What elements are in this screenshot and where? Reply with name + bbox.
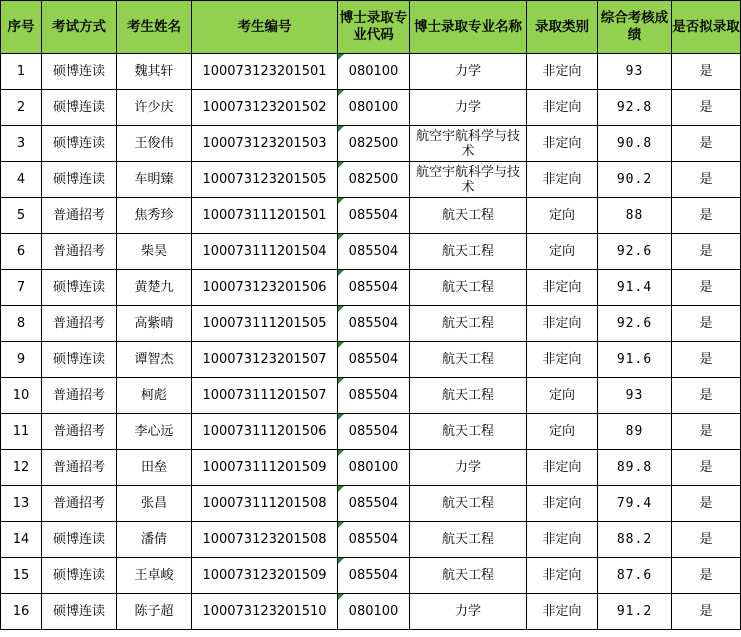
cell-major-code: 085504	[338, 342, 410, 378]
table-row	[1, 270, 741, 306]
cell-admitted: 是	[672, 90, 741, 126]
cell-candidate-id: 100073123201509	[192, 558, 338, 594]
table-row	[1, 162, 741, 198]
cell-index: 9	[1, 342, 42, 378]
cell-major-code: 080100	[338, 54, 410, 90]
header-row	[1, 1, 741, 54]
cell-exam-type: 普通招考	[42, 198, 117, 234]
cell-major-name: 力学	[410, 90, 527, 126]
cell-candidate-id: 100073111201501	[192, 198, 338, 234]
cell-index: 16	[1, 594, 42, 630]
cell-exam-type: 硕博连读	[42, 594, 117, 630]
cell-major-code: 085504	[338, 414, 410, 450]
cell-candidate-id: 100073123201501	[192, 54, 338, 90]
cell-major-name: 航天工程	[410, 558, 527, 594]
cell-major-name: 航天工程	[410, 234, 527, 270]
table-row	[1, 486, 741, 522]
cell-admitted: 是	[672, 126, 741, 162]
cell-admitted: 是	[672, 198, 741, 234]
cell-admission-type: 非定向	[527, 306, 598, 342]
table-row	[1, 90, 741, 126]
cell-name: 李心远	[117, 414, 192, 450]
cell-index: 2	[1, 90, 42, 126]
cell-exam-type: 普通招考	[42, 486, 117, 522]
cell-admission-type: 非定向	[527, 54, 598, 90]
cell-admitted: 是	[672, 378, 741, 414]
cell-admitted: 是	[672, 306, 741, 342]
cell-candidate-id: 100073123201506	[192, 270, 338, 306]
cell-candidate-id: 100073123201510	[192, 594, 338, 630]
cell-admission-type: 定向	[527, 378, 598, 414]
cell-admission-type: 非定向	[527, 162, 598, 198]
cell-major-code: 080100	[338, 450, 410, 486]
cell-exam-type: 硕博连读	[42, 342, 117, 378]
cell-candidate-id: 100073111201504	[192, 234, 338, 270]
cell-score: 93	[598, 54, 672, 90]
cell-admitted: 是	[672, 486, 741, 522]
cell-admitted: 是	[672, 54, 741, 90]
cell-major-code: 085504	[338, 270, 410, 306]
cell-name: 焦秀珍	[117, 198, 192, 234]
cell-name: 张昌	[117, 486, 192, 522]
cell-name: 王卓峻	[117, 558, 192, 594]
cell-candidate-id: 100073123201503	[192, 126, 338, 162]
cell-name: 许少庆	[117, 90, 192, 126]
cell-major-name: 航天工程	[410, 378, 527, 414]
cell-name: 柯彪	[117, 378, 192, 414]
cell-admitted: 是	[672, 342, 741, 378]
cell-index: 14	[1, 522, 42, 558]
table-row	[1, 234, 741, 270]
cell-admission-type: 非定向	[527, 270, 598, 306]
cell-score: 92.6	[598, 234, 672, 270]
cell-exam-type: 硕博连读	[42, 162, 117, 198]
cell-score: 91.6	[598, 342, 672, 378]
table-row	[1, 198, 741, 234]
cell-score: 89.8	[598, 450, 672, 486]
cell-name: 陈子超	[117, 594, 192, 630]
table-row	[1, 558, 741, 594]
cell-admitted: 是	[672, 450, 741, 486]
cell-major-name: 航天工程	[410, 198, 527, 234]
cell-major-code: 085504	[338, 306, 410, 342]
col-header-major-name: 博士录取专业名称	[410, 1, 527, 54]
cell-candidate-id: 100073123201505	[192, 162, 338, 198]
cell-name: 潘倩	[117, 522, 192, 558]
cell-exam-type: 硕博连读	[42, 126, 117, 162]
cell-major-code: 085504	[338, 378, 410, 414]
col-header-candidate-id: 考生编号	[192, 1, 338, 54]
cell-major-code: 080100	[338, 90, 410, 126]
cell-major-name: 航空宇航科学与技术	[410, 126, 527, 162]
col-header-score: 综合考核成绩	[598, 1, 672, 54]
cell-major-code: 085504	[338, 486, 410, 522]
col-header-major-code: 博士录取专业代码	[338, 1, 410, 54]
cell-major-code: 080100	[338, 594, 410, 630]
cell-score: 79.4	[598, 486, 672, 522]
table-row	[1, 54, 741, 90]
table-row	[1, 306, 741, 342]
cell-major-name: 航天工程	[410, 522, 527, 558]
cell-exam-type: 普通招考	[42, 414, 117, 450]
col-header-admission-type: 录取类别	[527, 1, 598, 54]
cell-admission-type: 非定向	[527, 342, 598, 378]
cell-major-code: 085504	[338, 558, 410, 594]
cell-major-code: 085504	[338, 522, 410, 558]
table-row	[1, 414, 741, 450]
cell-name: 谭智杰	[117, 342, 192, 378]
cell-major-name: 航空宇航科学与技术	[410, 162, 527, 198]
cell-major-name: 力学	[410, 450, 527, 486]
cell-score: 92.6	[598, 306, 672, 342]
table-row	[1, 126, 741, 162]
table-header	[1, 1, 741, 54]
cell-admission-type: 非定向	[527, 90, 598, 126]
cell-admission-type: 非定向	[527, 126, 598, 162]
cell-score: 91.2	[598, 594, 672, 630]
cell-index: 5	[1, 198, 42, 234]
cell-score: 87.6	[598, 558, 672, 594]
cell-admitted: 是	[672, 270, 741, 306]
cell-index: 12	[1, 450, 42, 486]
cell-major-name: 航天工程	[410, 486, 527, 522]
cell-score: 90.2	[598, 162, 672, 198]
cell-candidate-id: 100073111201508	[192, 486, 338, 522]
cell-index: 11	[1, 414, 42, 450]
cell-admission-type: 定向	[527, 198, 598, 234]
cell-score: 89	[598, 414, 672, 450]
cell-major-name: 航天工程	[410, 270, 527, 306]
cell-exam-type: 硕博连读	[42, 90, 117, 126]
cell-admission-type: 非定向	[527, 594, 598, 630]
cell-candidate-id: 100073123201508	[192, 522, 338, 558]
cell-index: 13	[1, 486, 42, 522]
table-body	[1, 54, 741, 630]
cell-score: 88.2	[598, 522, 672, 558]
cell-index: 6	[1, 234, 42, 270]
cell-major-name: 航天工程	[410, 342, 527, 378]
cell-index: 15	[1, 558, 42, 594]
cell-admission-type: 定向	[527, 234, 598, 270]
table-row	[1, 378, 741, 414]
cell-name: 车明臻	[117, 162, 192, 198]
cell-admitted: 是	[672, 414, 741, 450]
cell-name: 高紫晴	[117, 306, 192, 342]
cell-admitted: 是	[672, 594, 741, 630]
cell-name: 黄楚九	[117, 270, 192, 306]
cell-score: 92.8	[598, 90, 672, 126]
cell-admitted: 是	[672, 162, 741, 198]
cell-index: 1	[1, 54, 42, 90]
cell-major-code: 082500	[338, 126, 410, 162]
col-header-admitted: 是否拟录取	[672, 1, 741, 54]
cell-index: 10	[1, 378, 42, 414]
cell-exam-type: 普通招考	[42, 378, 117, 414]
cell-score: 91.4	[598, 270, 672, 306]
col-header-exam-type: 考试方式	[42, 1, 117, 54]
cell-name: 柴昊	[117, 234, 192, 270]
cell-candidate-id: 100073111201506	[192, 414, 338, 450]
cell-candidate-id: 100073123201502	[192, 90, 338, 126]
cell-admission-type: 定向	[527, 414, 598, 450]
cell-candidate-id: 100073123201507	[192, 342, 338, 378]
cell-exam-type: 普通招考	[42, 450, 117, 486]
cell-admission-type: 非定向	[527, 486, 598, 522]
cell-major-name: 力学	[410, 594, 527, 630]
table-row	[1, 594, 741, 630]
cell-score: 90.8	[598, 126, 672, 162]
cell-admission-type: 非定向	[527, 450, 598, 486]
cell-name: 魏其轩	[117, 54, 192, 90]
cell-index: 4	[1, 162, 42, 198]
cell-index: 8	[1, 306, 42, 342]
cell-major-name: 航天工程	[410, 414, 527, 450]
table-row	[1, 342, 741, 378]
cell-candidate-id: 100073111201509	[192, 450, 338, 486]
cell-admitted: 是	[672, 522, 741, 558]
cell-score: 93	[598, 378, 672, 414]
cell-admitted: 是	[672, 558, 741, 594]
col-header-index: 序号	[1, 1, 42, 54]
cell-exam-type: 硕博连读	[42, 522, 117, 558]
cell-exam-type: 普通招考	[42, 234, 117, 270]
cell-index: 7	[1, 270, 42, 306]
cell-major-code: 085504	[338, 234, 410, 270]
cell-index: 3	[1, 126, 42, 162]
cell-exam-type: 普通招考	[42, 306, 117, 342]
table-row	[1, 450, 741, 486]
cell-major-code: 082500	[338, 162, 410, 198]
cell-exam-type: 硕博连读	[42, 558, 117, 594]
cell-admission-type: 非定向	[527, 558, 598, 594]
cell-name: 王俊伟	[117, 126, 192, 162]
cell-exam-type: 硕博连读	[42, 270, 117, 306]
table-row	[1, 522, 741, 558]
cell-score: 88	[598, 198, 672, 234]
cell-admitted: 是	[672, 234, 741, 270]
cell-admission-type: 非定向	[527, 522, 598, 558]
cell-candidate-id: 100073111201505	[192, 306, 338, 342]
cell-major-code: 085504	[338, 198, 410, 234]
cell-exam-type: 硕博连读	[42, 54, 117, 90]
col-header-name: 考生姓名	[117, 1, 192, 54]
cell-major-name: 力学	[410, 54, 527, 90]
cell-major-name: 航天工程	[410, 306, 527, 342]
cell-name: 田垒	[117, 450, 192, 486]
cell-candidate-id: 100073111201507	[192, 378, 338, 414]
